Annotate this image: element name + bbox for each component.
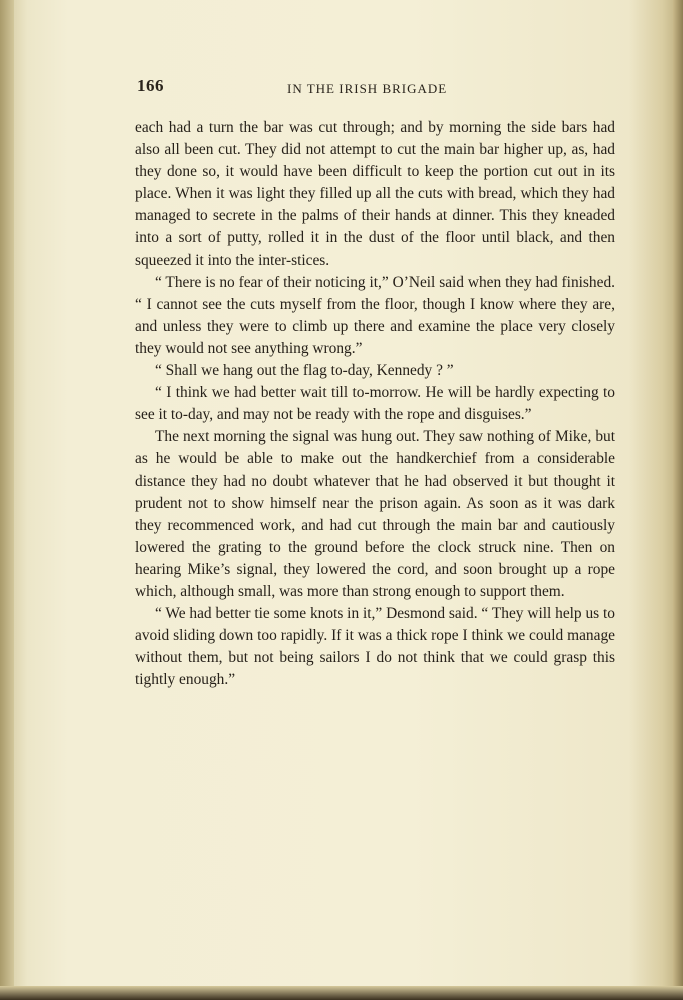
page-header — [137, 76, 617, 100]
paragraph-2: “ There is no fear of their noticing it,” O’Neil said when they had finished. “ I cannot see the cuts myself from the floor, though I know where they are, and unless they were to climb up there and examine the place very closely they would not see anything wrong.” — [135, 273, 615, 357]
paragraph-4: “ I think we had better wait till to-morrow. He will be hardly expecting to see it to-day, and may not be ready with the rope and disguises.” — [135, 384, 615, 424]
page-edge-bottom — [0, 986, 683, 1000]
running-head: IN THE IRISH BRIGADE — [287, 81, 448, 96]
paragraph-5: The next morning the signal was hung out. They saw nothing of Mike, but as he would be able to make out the handkerchief from a considerable distance they had no doubt whatever that he had observed it but thought it prudent not to show himself near the prison again. As soon as it was dark they recommenced work, and had cut through the main bar and cautiously lowered the grating to the ground before the clock struck nine. Then on hearing Mike’s signal, they lowered the cord, and soon brought up a rope which, although small, was more than strong enough to support them. — [135, 428, 615, 600]
page-spine-shadow — [0, 0, 14, 1000]
paragraph-3: “ Shall we hang out the flag to-day, Kennedy ? ” — [155, 362, 454, 380]
page-number: 166 — [137, 76, 164, 95]
page-edge-right — [673, 0, 683, 1000]
paragraph-1: each had a turn the bar was cut through; and by morning the side bars had also all been cut. They did not attempt to cut the main bar higher up, as, had they done so, it would have been difficult to keep the portion cut out in its place. When it was light they filled up all the cuts with bread, which they had managed to secrete in the palms of their hands at dinner. This they kneaded into a sort of putty, rolled it in the dust of the floor until black, and then squeezed it into the inter-stices. — [135, 119, 615, 269]
paragraph-6: “ We had better tie some knots in it,” Desmond said. “ They will help us to avoid sliding down too rapidly. If it was a thick rope I think we could manage without them, but not being sailors I do not think that we could grasp this tightly enough.” — [135, 605, 615, 689]
body-text — [135, 117, 615, 691]
